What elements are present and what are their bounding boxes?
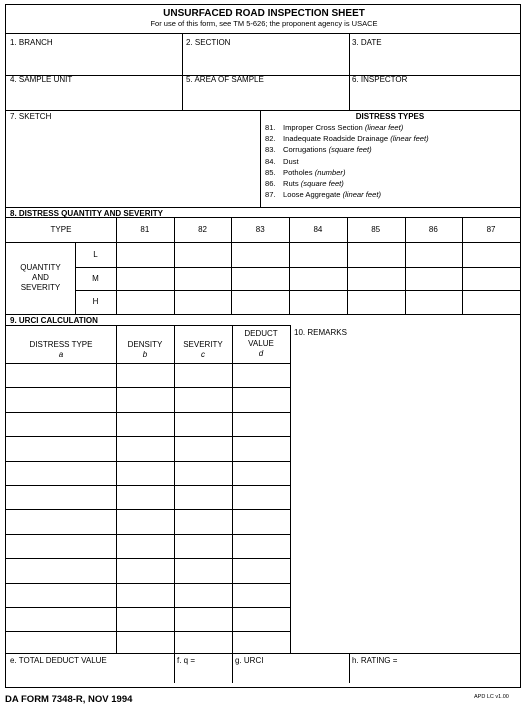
urci-cell[interactable] (233, 388, 289, 410)
total-deduct-label: e. TOTAL DEDUCT VALUE (10, 656, 107, 665)
type-col-header: 87 (486, 225, 496, 234)
deduct-value-col-header: DEDUCT VALUE d (244, 329, 278, 358)
area-of-sample-label: 5. AREA OF SAMPLE (186, 75, 264, 84)
quantity-cell[interactable] (232, 243, 288, 266)
urci-cell[interactable] (233, 559, 289, 581)
form-number: DA FORM 7348-R, NOV 1994 (5, 694, 133, 705)
quantity-cell[interactable] (406, 243, 462, 266)
quantity-cell[interactable] (175, 291, 231, 313)
urci-cell[interactable] (233, 486, 289, 508)
quantity-cell[interactable] (406, 268, 462, 289)
severity-level-h: H (92, 297, 99, 306)
quantity-severity-label: QUANTITY AND SEVERITY (20, 263, 61, 292)
urci-cell[interactable] (117, 364, 173, 386)
urci-cell[interactable] (233, 510, 289, 532)
quantity-cell[interactable] (117, 243, 173, 266)
quantity-cell[interactable] (348, 291, 404, 313)
section-9-heading: 9. URCI CALCULATION (10, 316, 98, 325)
urci-cell[interactable] (233, 632, 289, 652)
urci-cell[interactable] (175, 632, 231, 652)
quantity-cell[interactable] (290, 268, 346, 289)
urci-cell[interactable] (233, 437, 289, 459)
urci-label: g. URCI (235, 656, 264, 665)
urci-cell[interactable] (7, 364, 115, 386)
urci-cell[interactable] (117, 559, 173, 581)
type-col-header: 82 (198, 225, 207, 234)
branch-field[interactable] (7, 47, 181, 75)
quantity-cell[interactable] (175, 268, 231, 289)
urci-cell[interactable] (175, 437, 231, 459)
quantity-cell[interactable] (117, 291, 173, 313)
quantity-cell[interactable] (290, 291, 346, 313)
distress-type-col-header: DISTRESS TYPE a (29, 340, 93, 359)
distress-types-heading: DISTRESS TYPES (355, 112, 425, 121)
urci-cell[interactable] (233, 462, 289, 484)
quantity-cell[interactable] (117, 268, 173, 289)
type-col-header: 84 (313, 225, 323, 234)
date-field[interactable] (351, 47, 519, 75)
quantity-cell[interactable] (406, 291, 462, 313)
urci-cell[interactable] (7, 535, 115, 557)
urci-cell[interactable] (175, 584, 231, 606)
urci-cell[interactable] (7, 437, 115, 459)
type-col-header: 81 (140, 225, 150, 234)
urci-cell[interactable] (7, 632, 115, 652)
section-field[interactable] (184, 47, 348, 75)
section-8-heading: 8. DISTRESS QUANTITY AND SEVERITY (10, 209, 163, 218)
form-title: UNSURFACED ROAD INSPECTION SHEET (163, 8, 365, 19)
urci-cell[interactable] (175, 413, 231, 435)
rating-field[interactable] (351, 665, 519, 683)
urci-cell[interactable] (233, 413, 289, 435)
branch-label: 1. BRANCH (10, 38, 53, 47)
form-subtitle: For use of this form, see TM 5-626; the proponent agency is USACE (150, 19, 378, 28)
urci-cell[interactable] (117, 535, 173, 557)
remarks-field[interactable] (292, 339, 518, 651)
sample-unit-label: 4. SAMPLE UNIT (10, 75, 73, 84)
quantity-cell[interactable] (463, 243, 519, 266)
urci-cell[interactable] (175, 388, 231, 410)
fq-label: f. q = (177, 656, 196, 665)
type-col-header: 86 (428, 225, 438, 234)
fq-field[interactable] (175, 665, 231, 683)
quantity-cell[interactable] (463, 291, 519, 313)
urci-cell[interactable] (117, 462, 173, 484)
distress-type-item: 86. Ruts (square feet) (265, 179, 344, 189)
urci-cell[interactable] (7, 559, 115, 581)
distress-type-item: 82. Inadequate Roadside Drainage (linear feet) (265, 134, 429, 144)
type-col-header: 85 (371, 225, 381, 234)
total-deduct-field[interactable] (7, 665, 173, 683)
severity-level-l: L (93, 250, 98, 259)
urci-cell[interactable] (233, 364, 289, 386)
urci-cell[interactable] (117, 437, 173, 459)
urci-cell[interactable] (7, 510, 115, 532)
urci-cell[interactable] (233, 584, 289, 606)
urci-cell[interactable] (7, 608, 115, 630)
version-label: APD LC v1.00 (474, 694, 509, 700)
urci-cell[interactable] (175, 535, 231, 557)
remarks-label: 10. REMARKS (294, 328, 347, 337)
urci-cell[interactable] (117, 510, 173, 532)
type-col-header: 83 (255, 225, 265, 234)
type-header: TYPE (50, 225, 72, 234)
distress-type-item: 87. Loose Aggregate (linear feet) (265, 190, 381, 200)
urci-cell[interactable] (175, 608, 231, 630)
quantity-cell[interactable] (175, 243, 231, 266)
urci-cell[interactable] (7, 413, 115, 435)
area-of-sample-field[interactable] (184, 85, 348, 110)
urci-cell[interactable] (7, 462, 115, 484)
inspection-form (5, 4, 521, 688)
sketch-label: 7. SKETCH (10, 112, 52, 121)
urci-cell[interactable] (117, 413, 173, 435)
section-label: 2. SECTION (186, 38, 231, 47)
rating-label: h. RATING = (352, 656, 398, 665)
urci-cell[interactable] (233, 608, 289, 630)
quantity-cell[interactable] (290, 243, 346, 266)
distress-type-item: 84. Dust (265, 156, 299, 166)
sample-unit-field[interactable] (7, 85, 181, 110)
urci-cell[interactable] (117, 608, 173, 630)
urci-cell[interactable] (117, 632, 173, 652)
severity-col-header: SEVERITY c (183, 340, 223, 359)
quantity-cell[interactable] (232, 268, 288, 289)
quantity-cell[interactable] (463, 268, 519, 289)
urci-cell[interactable] (7, 584, 115, 606)
urci-cell[interactable] (175, 510, 231, 532)
quantity-cell[interactable] (348, 268, 404, 289)
urci-cell[interactable] (175, 364, 231, 386)
distress-type-item: 85. Potholes (number) (265, 167, 346, 177)
urci-cell[interactable] (117, 584, 173, 606)
urci-cell[interactable] (117, 388, 173, 410)
urci-cell[interactable] (7, 486, 115, 508)
distress-types-legend (261, 112, 519, 200)
distress-type-item: 83. Corrugations (square feet) (265, 145, 372, 155)
inspector-field[interactable] (351, 85, 519, 110)
urci-cell[interactable] (117, 486, 173, 508)
urci-cell[interactable] (7, 388, 115, 410)
urci-field[interactable] (233, 665, 348, 683)
inspector-label: 6. INSPECTOR (352, 75, 408, 84)
distress-type-item: 81. Improper Cross Section (linear feet) (265, 123, 404, 132)
quantity-cell[interactable] (232, 291, 288, 313)
urci-cell[interactable] (175, 559, 231, 581)
date-label: 3. DATE (352, 38, 382, 47)
urci-cell[interactable] (233, 535, 289, 557)
urci-cell[interactable] (175, 486, 231, 508)
quantity-cell[interactable] (348, 243, 404, 266)
severity-level-m: M (92, 274, 99, 283)
urci-cell[interactable] (175, 462, 231, 484)
density-col-header: DENSITY b (127, 340, 163, 359)
sketch-area[interactable] (7, 122, 259, 206)
